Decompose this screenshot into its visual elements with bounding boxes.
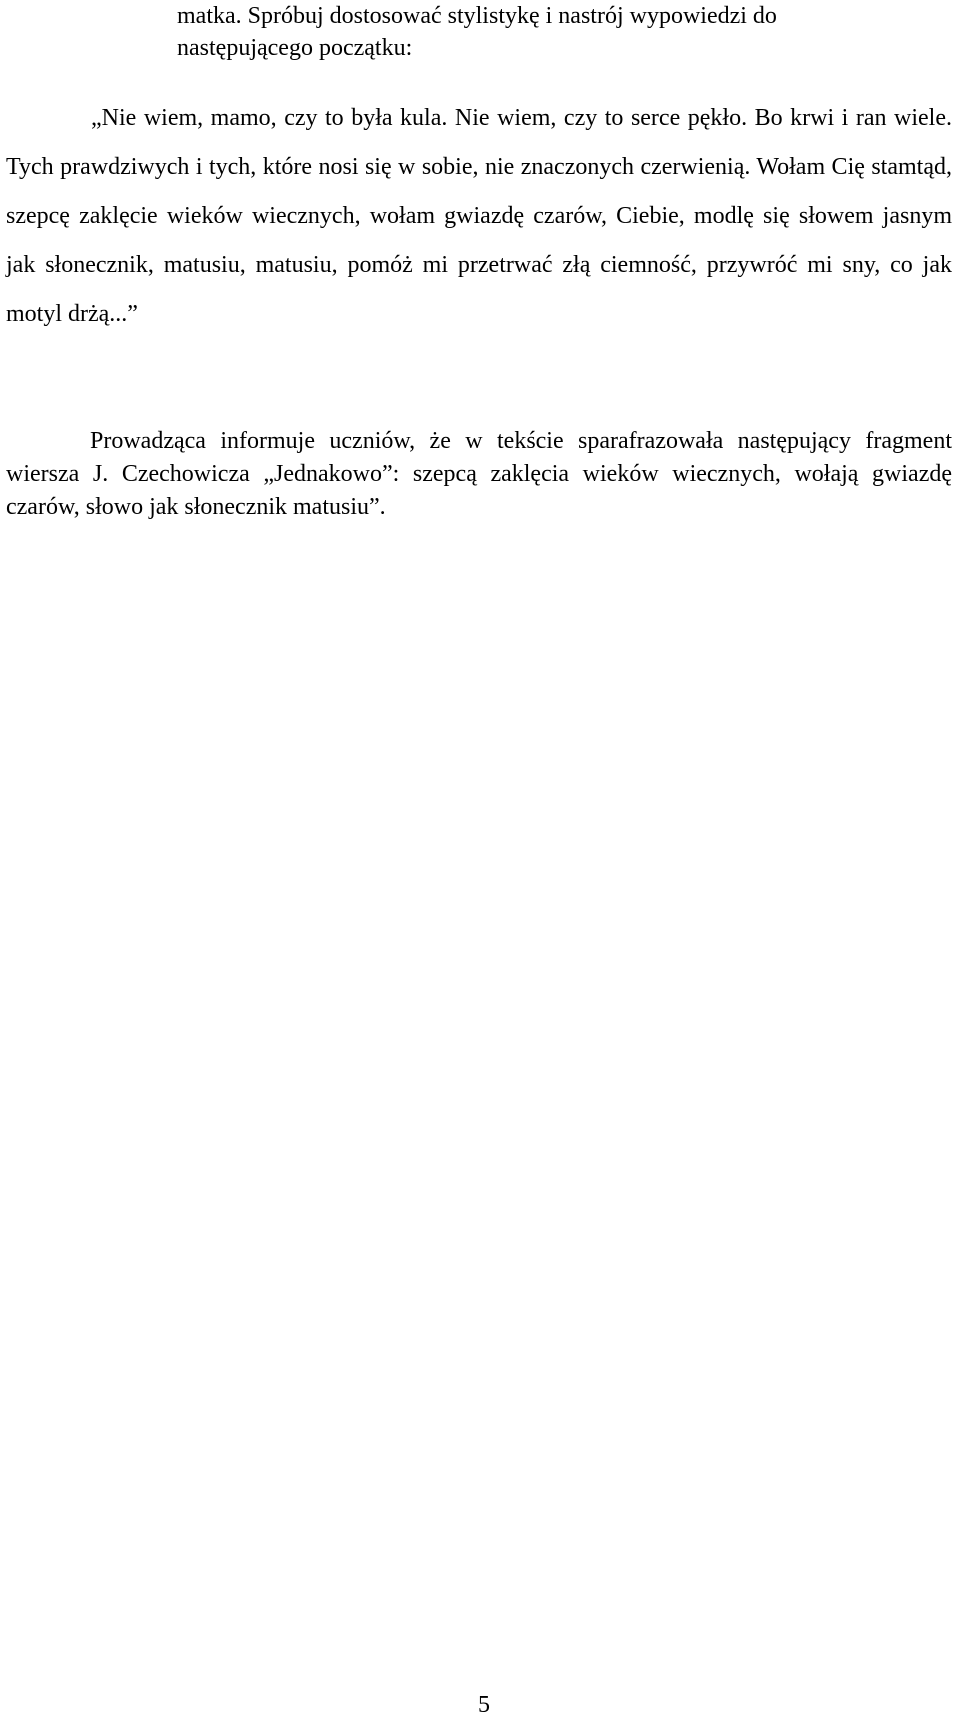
info-paragraph: Prowadząca informuje uczniów, że w tekście sparafrazowała następujący fragment wiersza J. Czechowicza „Jednakowo”: szepcą zaklęcia wieków wiecznych, wołają gwiazdę czarów, słowo jak słonecznik matusiu”. xyxy=(6,428,952,520)
quote-paragraph: „Nie wiem, mamo, czy to była kula. Nie wiem, czy to serce pękło. Bo krwi i ran wiele. Tych prawdziwych i tych, które nosi się w sobie, nie znaczonych czerwienią. Wołam Cię stamtąd, szepcę zaklęcie wieków wiecznych, wołam gwiazdę czarów, Ciebie, modlę się słowem jasnym jak słonecznik, matusiu, matusiu, pomóż mi przetrwać złą ciemność, przywróć mi sny, co jak motyl drżą...” xyxy=(6,105,952,327)
page-number: 5 xyxy=(478,1692,490,1718)
intro-line-2: następującego początku: xyxy=(177,35,413,61)
intro-line-1: matka. Spróbuj dostosować stylistykę i nastrój wypowiedzi do xyxy=(177,3,777,29)
intro-paragraph xyxy=(177,0,937,64)
